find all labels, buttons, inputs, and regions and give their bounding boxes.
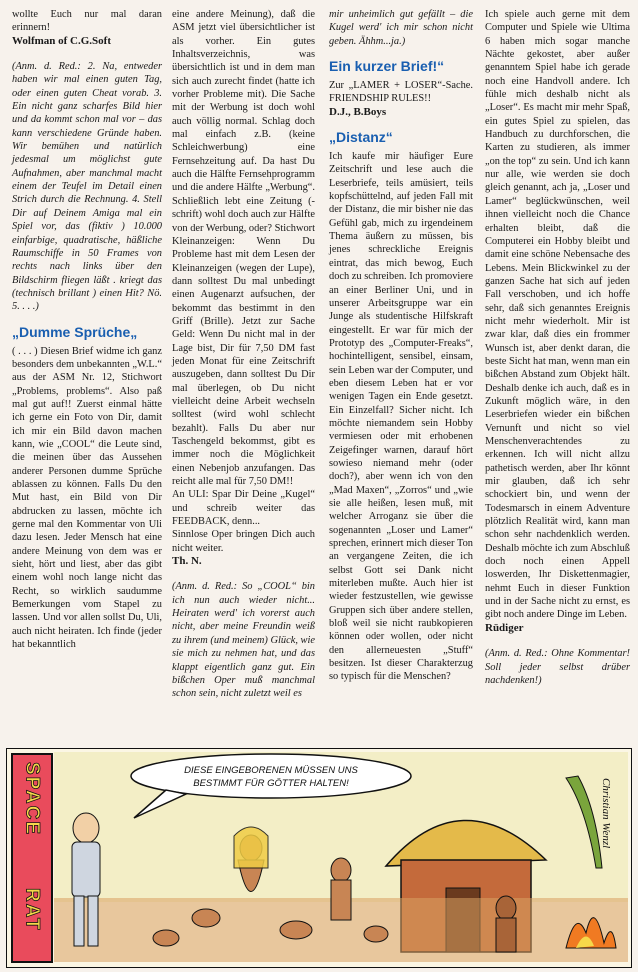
- letter-oper: Sinnlose Oper bringen Dich auch nicht weiter.: [172, 529, 315, 554]
- letter-distanz-cont: Ich spiele auch gerne mit dem Computer und Spiele wie Ultima 6 haben mich sogar manche Nächte gekostet, aber außer genanntem Spiel habe ich gerade noch eine Handvoll andere. Ich fühle mich deshalb nicht als „Loser“. Es macht mir mehr Spaß, ein gutes Spiel zu spielen, das Handbuch zu durchforschen, die Karten zu studieren, als immer „on the top“ zu sein. Und ich kann nur alle, wie werden sie doch gleich genannt, ach ja, „Loser und Lamer“ beglückwünschen, weil ihnen vielleicht noch die Chance erhalten bleibt, daß die Computerei ein Hobby bleibt und damit eine schöne Nebensache des Lebens. Mein Blickwinkel zu der ganzen Sache hat sich auf jeden Fall verschoben, und ich hoffe sehr, daß sich genanntes Ereignis nicht mehr wiederholt. Mir ist zwar klar, daß dies ein frommer Wunsch ist, aber denkt daran, die beste Sicht hat man, wenn man ein bißchen Abstand zum Objekt hält. Deshalb denke ich auch, daß es in Zukunft möglich wäre, in den Leserbriefen wieder ein bißchen Vernunft und nicht so viel Menschenverachtendes zu erkennen. Ich will nicht allzu pathetisch werden, aber Ihr könnt mir glauben, daß ich sehr schockiert bin, und wenn der Todesmarsch in einem Adventure plötzlich Realität wird, kann man schon sehr nachdenklich werden. Deshalb möchte ich zum Abschluß doch noch einen Appell loswerden, Ihr Diskettenmagier, nehmt Euch in dieser Funktion und in der Sache nicht zu ernst, es gibt noch andere Dinge im Leben.: [485, 9, 630, 621]
- letter-continued: eine andere Meinung), daß die ASM jetzt viel übersichtlicher ist als vorher. Ein gutes Inhaltsverzeichnis, was übersichtlich ist und in dem man sich auch zurecht findet (hatte ich vorher Probleme mit). Die Sache mit der Werbung ist doch wohl auch völlig normal. Schlag doch mal einfach z.B. (keine Schleichwerbung) eine Fernsehzeitung auf. Da hast Du auch die Hälfte Fernsehprogramm und die andere Hälfte „Werbung“. Schließlich lebt eine Zeitung (-schrift) wohl doch auch zur Hälfte von der Werbung, oder? Stichwort Kleinanzeigen: Wenn Du Probleme hast mit dem Lesen der Kleinanzeigen (wegen der Lupe), dann solltest Du mal unbedingt einen Augenarzt aufsuchen, der bekommt das bestimmt in den Griff (Brille). Jetzt zur Sache Geld: Wenn Du nicht mal in der Lage bist, Dir für 7,50 DM fast jeden Monat für eine Zeitschrift auszugeben, dann solltest Du Dir mal überlegen, ob Du nicht vielleicht deine Arbeit wechseln solltest (wird wohl schlecht bezahlt). Falls Du aber nur Taschengeld bekommst, gibt es immer noch die Möglichkeit einen Nebenjob anzufangen. Das reicht alle mal für 7,50 DM!!: [172, 9, 315, 488]
- letter-distanz: Ich kaufe mir häufiger Eure Zeitschrift und lese auch die Leserbriefe, teils amüsiert, teils kopfschüttelnd, auf jeden Fall mit der Distanz, die mir bisher nie das Gefühl gab, mich zu irgendeinem Thema äußern zu müssen, bis jenes schreckliche Ereignis eintrat, das mich bewog, Euch doch zu schreiben. Ich promoviere an einer Berliner Uni, und in unserer Arbeitsgruppe war ein Junge als studentische Hilfskraft eingestellt. Er war für mich der Prototyp des „Computer-Freaks“, hochintelligent, sensibel, einsam, sein Leben war der Computer, und eben diesem Leben hat er vor wenigen Tagen ein Ende gesetzt. Ein Einzelfall? Sicher nicht. Ich möchte niemandem sein Hobby vermiesen oder mit erhobenen Zeigefinger warnen, darauf hört sowieso niemand mehr (oder doch?), aber wenn ich von den „Mad Maxen“, „Zorros“ und „wie sie alle heißen, lesen muß, mit welcher Arroganz sie über die sogenannten „Loser und Lamer“ sprechen, erinnert mich dieser Ton an vergangene Zeiten, die ich selbst Gott sei Dank nicht miterleben mußte. Auch hier ist wieder festzustellen, wie gewisse Gruppen sich über andere stellen, bloß weil sie nicht raubkopieren können oder wollen, oder nicht den allerneuesten „Stuff“ besitzen. Ist dieser Charakterzug so typisch für die Menschen?: [329, 151, 473, 683]
- letter-end: wollte Euch nur mal daran erinnern!: [12, 9, 162, 34]
- editor-note-3: (Anm. d. Red.: Ohne Kommentar! Soll jeder selbst drüber nachdenken!): [485, 648, 630, 686]
- editor-note-2: (Anm. d. Red.: So „COOL“ bin ich nun auch wieder nicht... Heiraten werd' ich vorerst auch nicht, aber meine Freundin weiß zu ihrem (und meinem) Glück, wie sie mich zu nehmen hat, und das klappt eigentlich ganz gut. Ein bißchen Oper muß manchmal schon sein, nicht zuletzt weil es: [172, 581, 315, 700]
- signature-dj: D.J., B.Boys: [329, 105, 387, 118]
- letter-dumme-sprueche: ( . . . ) Diesen Brief widme ich ganz besonders dem unbekannten „W.L.“ aus der ASM Nr. 12, Stichwort „Problems, problems“. Also paß mal gut auf!! Zuerst einmal hätte ich gerne ein Foto von Dir, damit ich mir ein Bild davon machen kann, wie „COOL“ die Leute sind, die meinen über das Aussehen anderer Personen dumme Sprüche ablassen zu können. Falls Du den Mut hast, ein Bild von Dir abdrucken zu lassen, möchte ich gerne mal den Kommentar von Uli dazu lesen. Jeder Mensch hat eine andere Meinung von dem was er sieht, hört und liest, aber das gibt einem wohl noch lange nicht das Recht, so wirklich saudumme Bemerkungen vom Stapel zu lassen. Und vor allen sollst Du, Uli, auch nicht heiraten. Ich finde (jeder hat bekanntlich: [12, 345, 162, 651]
- logo-space: SPACE: [21, 762, 43, 837]
- comic-strip: [6, 748, 632, 968]
- heading-distanz: „Distanz“: [329, 129, 393, 146]
- column-2: [172, 8, 315, 701]
- signature-ruediger: Rüdiger: [485, 621, 524, 634]
- logo-rat: RAT: [21, 888, 43, 932]
- letter-kurzer-brief: Zur „LAMER + LOSER“-Sache. FRIENDSHIP RULES!!: [329, 80, 473, 105]
- column-1: [12, 8, 162, 651]
- letter-uli: An ULI: Spar Dir Deine „Kugel“ und schreib weiter das FEEDBACK, denn...: [172, 489, 315, 528]
- editor-note-1: (Anm. d. Red.: 2. Na, entweder haben wir mal einen guten Tag, oder einen guten Cheat vorab. 3. Ein nicht ganz scharfes Bild hier und da kommt schon mal vor – das kann verschiedene Gründe haben. Wir bemühen und natürlich jedesmal um möglichst gute Aufnahmen, aber manchmal macht einem der Teufel im Detail einen Strich durch die Rechnung. 4. Stell Dir auf Deinem Amiga mal ein Spiel vor, das (fiktiv ) 10.000 einfarbige, quadratische, häßliche Raumschiffe in 50 Frames von rechts nach links über den Bildschirm fliegen läßt . kriegt das (technisch brillant ) einen Hit? Nö. 5. . . .): [12, 61, 162, 313]
- artist-signature: Christian Wenzl: [600, 778, 612, 849]
- heading-dumme-sprueche: „Dumme Sprüche„: [12, 323, 138, 340]
- editor-note-2-cont: mir unheimlich gut gefällt – die Kugel werd' ich mir schon nicht geben. Ähhm...ja.): [329, 9, 473, 47]
- column-3: [329, 8, 473, 684]
- speech-line-1: DIESE EINGEBORENEN MÜSSEN UNS: [184, 765, 358, 776]
- space-rat-logo: [12, 754, 52, 962]
- signature-wolfman: Wolfman of C.G.Soft: [12, 34, 111, 47]
- signature-thn: Th. N.: [172, 555, 202, 568]
- heading-kurzer-brief: Ein kurzer Brief!“: [329, 58, 445, 75]
- speech-line-2: BESTIMMT FÜR GÖTTER HALTEN!: [193, 778, 349, 789]
- column-4: [485, 8, 630, 687]
